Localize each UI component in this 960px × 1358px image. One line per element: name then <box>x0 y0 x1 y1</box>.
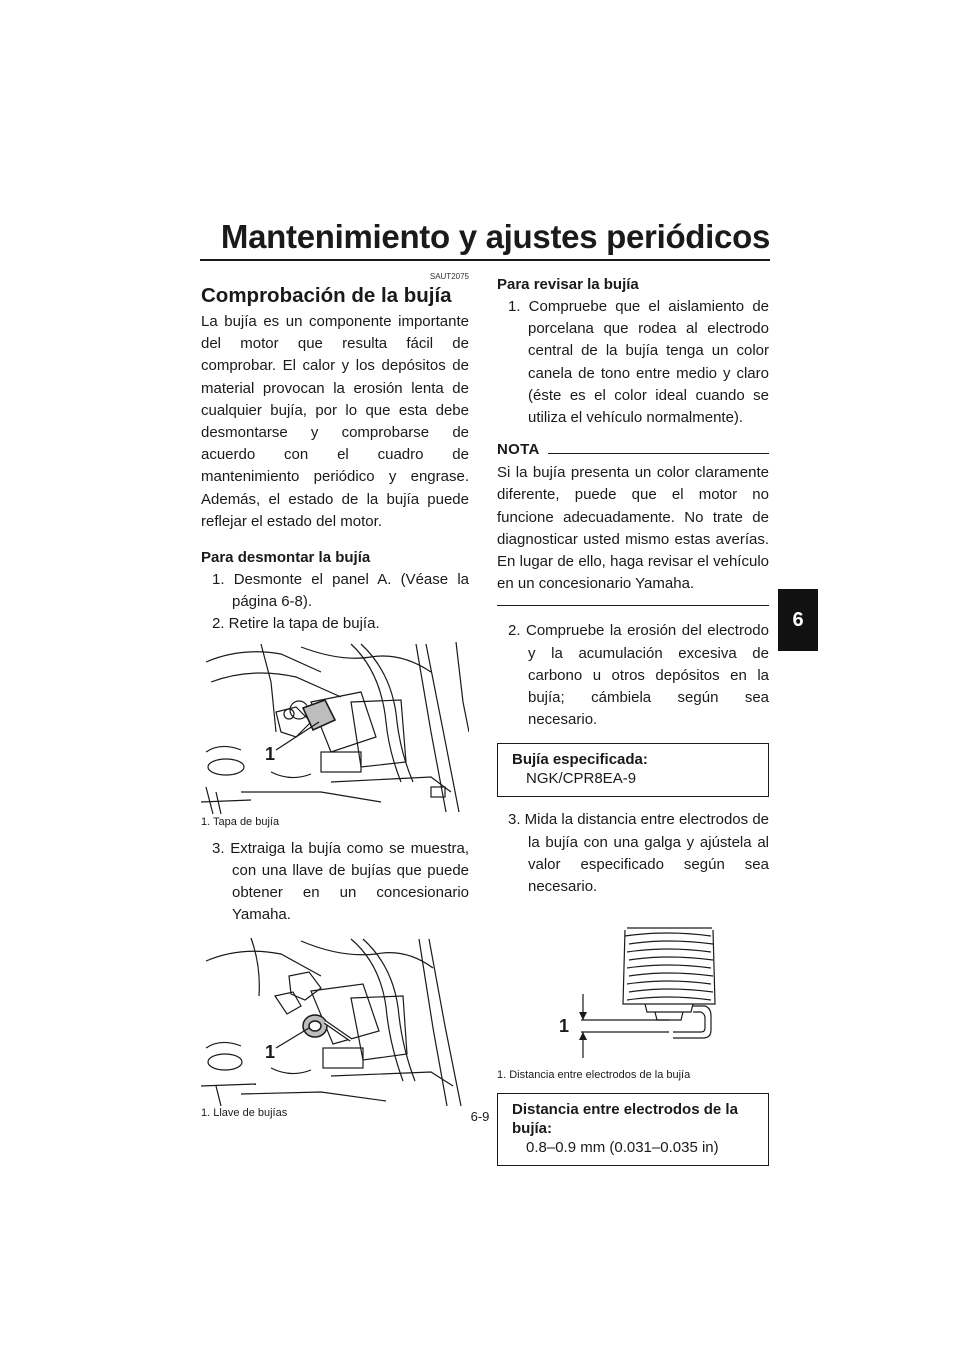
figure-plug-wrench <box>201 936 469 1106</box>
section-title: Comprobación de la bujía <box>201 284 452 307</box>
nota-text: Si la bujía presenta un color claramente diferente, puede que el motor no funcione adecuadamente. No trate de diagnosticar usted mismo estas averías. En lugar de ello, haga revisar el vehículo en un concesionario Yamaha. <box>497 464 769 593</box>
page-number: 6-9 <box>470 1109 490 1124</box>
figure-caption-plug-wrench: 1. Llave de bujías <box>201 1107 288 1120</box>
figure-callout: 1 <box>265 743 276 764</box>
nota-header <box>497 441 769 458</box>
nota-rule <box>548 453 769 454</box>
inspect-step-1: 1. Compruebe que el aislamiento de porcelana que rodea al electrodo central de la bujía tenga un color canela de tono entre medio y claro (éste es el color ideal cuando se utiliza el vehículo normalmente). <box>508 298 769 427</box>
remove-step-1: 1. Desmonte el panel A. (Véase la página 6-8). <box>212 571 469 611</box>
figure-electrode-gap <box>497 908 769 1068</box>
figure-callout: 1 <box>265 1042 276 1063</box>
remove-step-3: 3. Extraiga la bujía como se muestra, con una llave de bujías que puede obtener en un concesionario Yamaha. <box>212 839 469 924</box>
spec-plug-value: NGK/CPR8EA-9 <box>526 770 637 788</box>
spec-gap-title: Distancia entre electrodos de la bujía: <box>512 1101 738 1138</box>
intro-paragraph: La bujía es un componente importante del motor que resulta fácil de comprobar. El calor y los depósitos de material provocan la erosión lenta de cualquier bujía, por lo que esta debe desmontarse y comprobarse de acuerdo con el cuadro de mantenimiento periódico y engrase. Además, el estado de la bujía puede reflejar el estado del motor. <box>201 313 469 530</box>
figure-plug-cap <box>201 642 469 815</box>
header-rule <box>200 259 770 261</box>
figure-caption-electrode-gap: 1. Distancia entre electrodos de la bujía <box>497 1069 691 1082</box>
left-column <box>201 270 469 1121</box>
right-column <box>497 270 769 1178</box>
spec-box-plug <box>497 743 769 797</box>
chapter-tab[interactable]: 6 <box>778 589 818 651</box>
nota-end-rule <box>497 605 769 606</box>
figure-caption-plug-cap: 1. Tapa de bujía <box>201 815 280 828</box>
page-title: Mantenimiento y ajustes periódicos <box>220 218 770 255</box>
remove-heading: Para desmontar la bujía <box>201 549 371 567</box>
plug-wrench-illustration <box>201 936 469 1106</box>
figure-callout: 1 <box>559 1016 570 1037</box>
spec-plug-title: Bujía especificada: <box>512 751 648 769</box>
inspect-heading: Para revisar la bujía <box>497 276 639 293</box>
plug-cap-illustration <box>201 642 469 815</box>
section-code: SAUT2075 <box>429 272 469 281</box>
electrode-gap-illustration <box>497 908 769 1068</box>
inspect-step-3: 3. Mida la distancia entre electrodos de la bujía con una galga y ajústela al valor especificado según sea necesario. <box>508 811 769 896</box>
spec-box-gap <box>497 1093 769 1166</box>
nota-label: NOTA <box>497 441 540 459</box>
inspect-step-2: 2. Compruebe la erosión del electrodo y la acumulación excesiva de carbono u otros depósitos en la bujía; cámbiela según sea necesario. <box>508 622 769 729</box>
spec-gap-value: 0.8–0.9 mm (0.031–0.035 in) <box>526 1139 719 1157</box>
remove-step-2: 2. Retire la tapa de bujía. <box>212 615 380 633</box>
